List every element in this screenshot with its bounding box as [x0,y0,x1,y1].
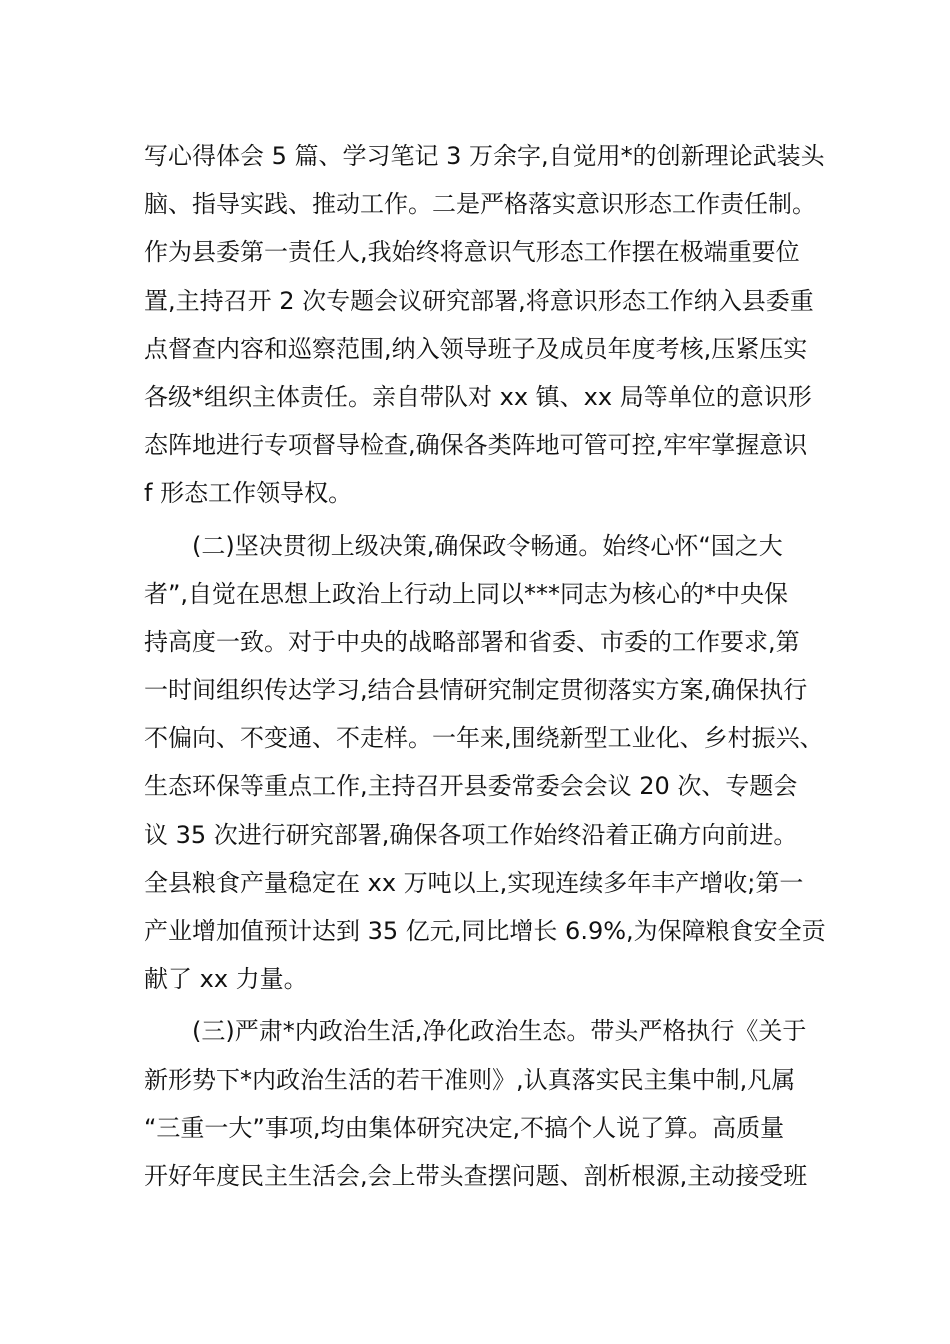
text-line: 产业增加值预计达到 35 亿元,同比增长 6.9%,为保障粮食安全贡 [144,917,826,945]
text-line: 不偏向、不变通、不走样。一年来,围绕新型工业化、乡村振兴、 [144,724,824,753]
text-line: “三重一大”事项,均由集体研究决定,不搞个人说了算。高质量 [144,1113,785,1142]
text-line: 点督查内容和巡察范围,纳入领导班子及成员年度考核,压紧压实 [144,334,808,363]
text-line: 献了 xx 力量。 [144,965,308,994]
paragraph-heading-3: (三)严肃*内政治生活,净化政治生态。带头严格执行《关于 [192,1017,807,1046]
text-line: 全县粮食产量稳定在 xx 万吨以上,实现连续多年丰产增收;第一 [144,868,804,897]
text-line: 各级*组织主体责任。亲自带队对 xx 镇、xx 局等单位的意识形 [144,382,812,411]
text-line: 持高度一致。对于中央的战略部署和省委、市委的工作要求,第 [144,627,800,656]
text-line: 生态环保等重点工作,主持召开县委常委会会议 20 次、专题会 [144,772,798,801]
text-line: 开好年度民主生活会,会上带头查摆问题、剖析根源,主动接受班 [144,1161,808,1190]
paragraph-heading-2: (二)坚决贯彻上级决策,确保政令畅通。始终心怀“国之大 [192,531,783,560]
text-line: 新形势下*内政治生活的若干准则》,认真落实民主集中制,凡属 [144,1065,796,1094]
text-line: 脑、指导实践、推动工作。二是严格落实意识形态工作责任制。 [144,190,816,219]
text-line: 写心得体会 5 篇、学习笔记 3 万余字,自觉用*的创新理论武装头 [144,142,825,170]
text-line: 议 35 次进行研究部署,确保各项工作始终沿着正确方向前进。 [144,820,798,849]
text-line: 置,主持召开 2 次专题会议研究部署,将意识形态工作纳入县委重 [144,286,814,315]
document-body [144,132,826,1200]
text-line: f 形态工作领导权。 [144,479,353,508]
text-line: 者”,自觉在思想上政治上行动上同以***同志为核心的*中央保 [144,579,789,608]
text-line: 作为县委第一责任人,我始终将意识气形态工作摆在极端重要位 [144,238,800,267]
text-line: 一时间组织传达学习,结合县情研究制定贯彻落实方案,确保执行 [144,676,808,705]
text-line: 态阵地进行专项督导检查,确保各类阵地可管可控,牢牢掌握意识 [144,431,808,460]
